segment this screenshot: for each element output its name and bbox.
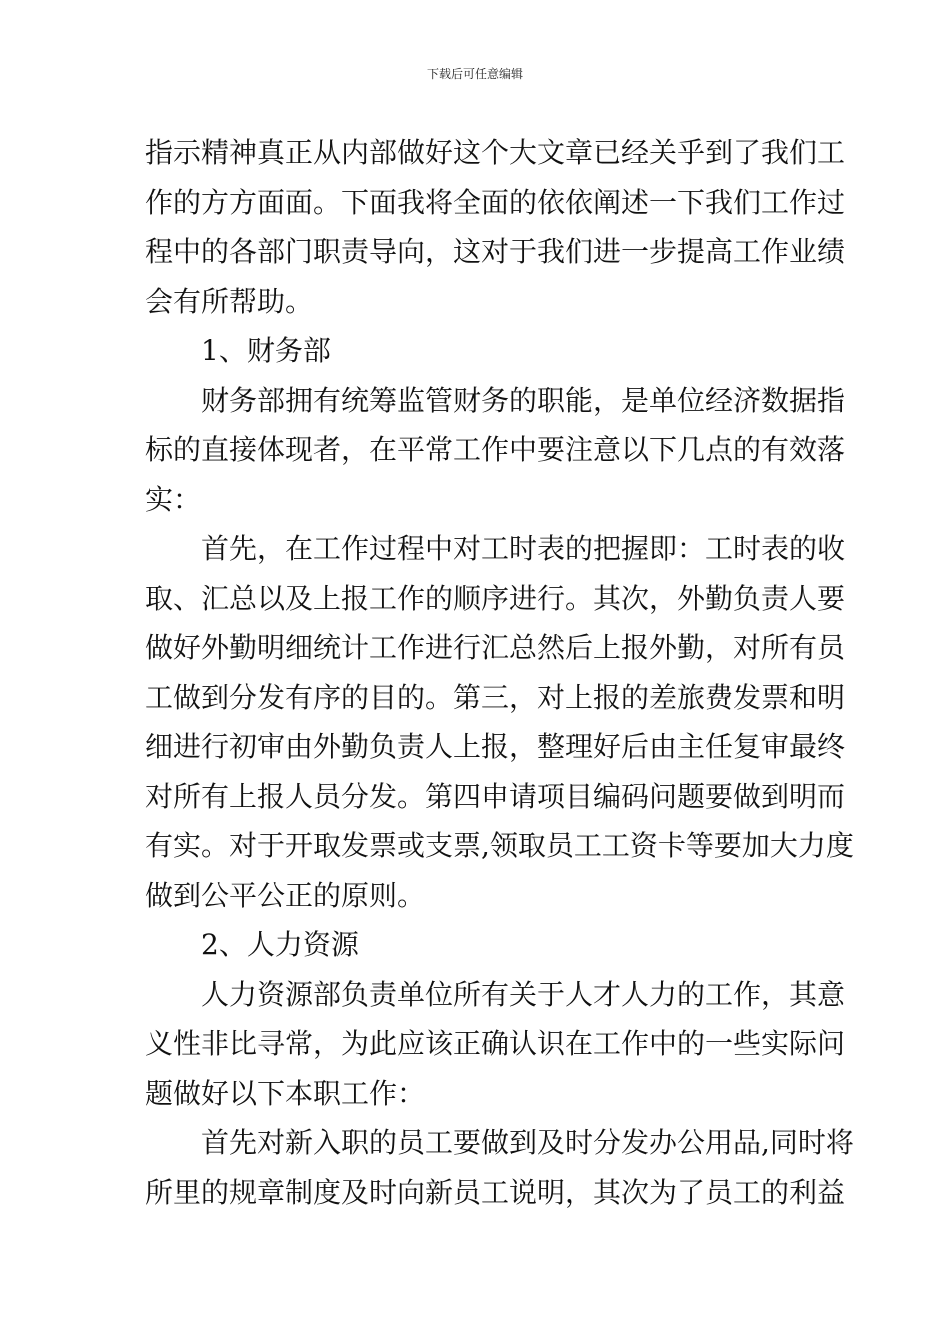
text-line: 题做好以下本职工作： <box>145 1076 426 1110</box>
text-line: 做到公平公正的原则。 <box>145 878 426 912</box>
text-line: 首先，在工作过程中对工时表的把握即：工时表的收 <box>201 532 846 565</box>
text-line: 对所有上报人员分发。第四申请项目编码问题要做到明而 <box>145 779 846 813</box>
text-line: 程中的各部门职责导向，这对于我们进一步提高工作业绩 <box>145 235 846 268</box>
text-line: 所里的规章制度及时向新员工说明，其次为了员工的利益 <box>145 1175 846 1209</box>
page-header: 下载后可任意编辑 <box>426 67 523 81</box>
section-heading-finance <box>145 326 807 376</box>
text-line: 作的方方面面。下面我将全面的依依阐述一下我们工作过 <box>145 185 846 219</box>
text-line: 首先对新入职的员工要做到及时分发办公用品,同时将 <box>201 1126 854 1159</box>
text-line: 指示精神真正从内部做好这个大文章已经关乎到了我们工 <box>145 136 846 169</box>
text-line: 取、汇总以及上报工作的顺序进行。其次，外勤负责人要 <box>145 581 846 615</box>
section-heading-hr <box>145 920 807 970</box>
heading-text: 2、人力资源 <box>201 928 359 961</box>
text-line: 有实。对于开取发票或支票,领取员工工资卡等要加大力度 <box>145 829 854 862</box>
text-line: 工做到分发有序的目的。第三，对上报的差旅费发票和明 <box>145 680 846 714</box>
text-line: 人力资源部负责单位所有关于人才人力的工作，其意 <box>201 977 846 1011</box>
heading-text: 1、财务部 <box>201 334 331 367</box>
document-body <box>145 128 854 1217</box>
paragraph-hr-details <box>145 1118 854 1217</box>
text-line: 财务部拥有统筹监管财务的职能，是单位经济数据指 <box>201 383 846 417</box>
paragraph-hr-intro <box>145 970 846 1119</box>
text-line: 细进行初审由外勤负责人上报，整理好后由主任复审最终 <box>145 730 846 763</box>
text-line: 标的直接体现者，在平常工作中要注意以下几点的有效落 <box>145 433 846 466</box>
text-line: 实： <box>145 482 202 516</box>
text-line: 会有所帮助。 <box>145 284 314 318</box>
paragraph-intro <box>145 128 846 326</box>
paragraph-finance-details <box>145 524 854 920</box>
text-line: 义性非比寻常，为此应该正确认识在工作中的一些实际问 <box>145 1027 846 1060</box>
text-line: 做好外勤明细统计工作进行汇总然后上报外勤，对所有员 <box>145 631 846 664</box>
paragraph-finance-intro <box>145 376 846 525</box>
